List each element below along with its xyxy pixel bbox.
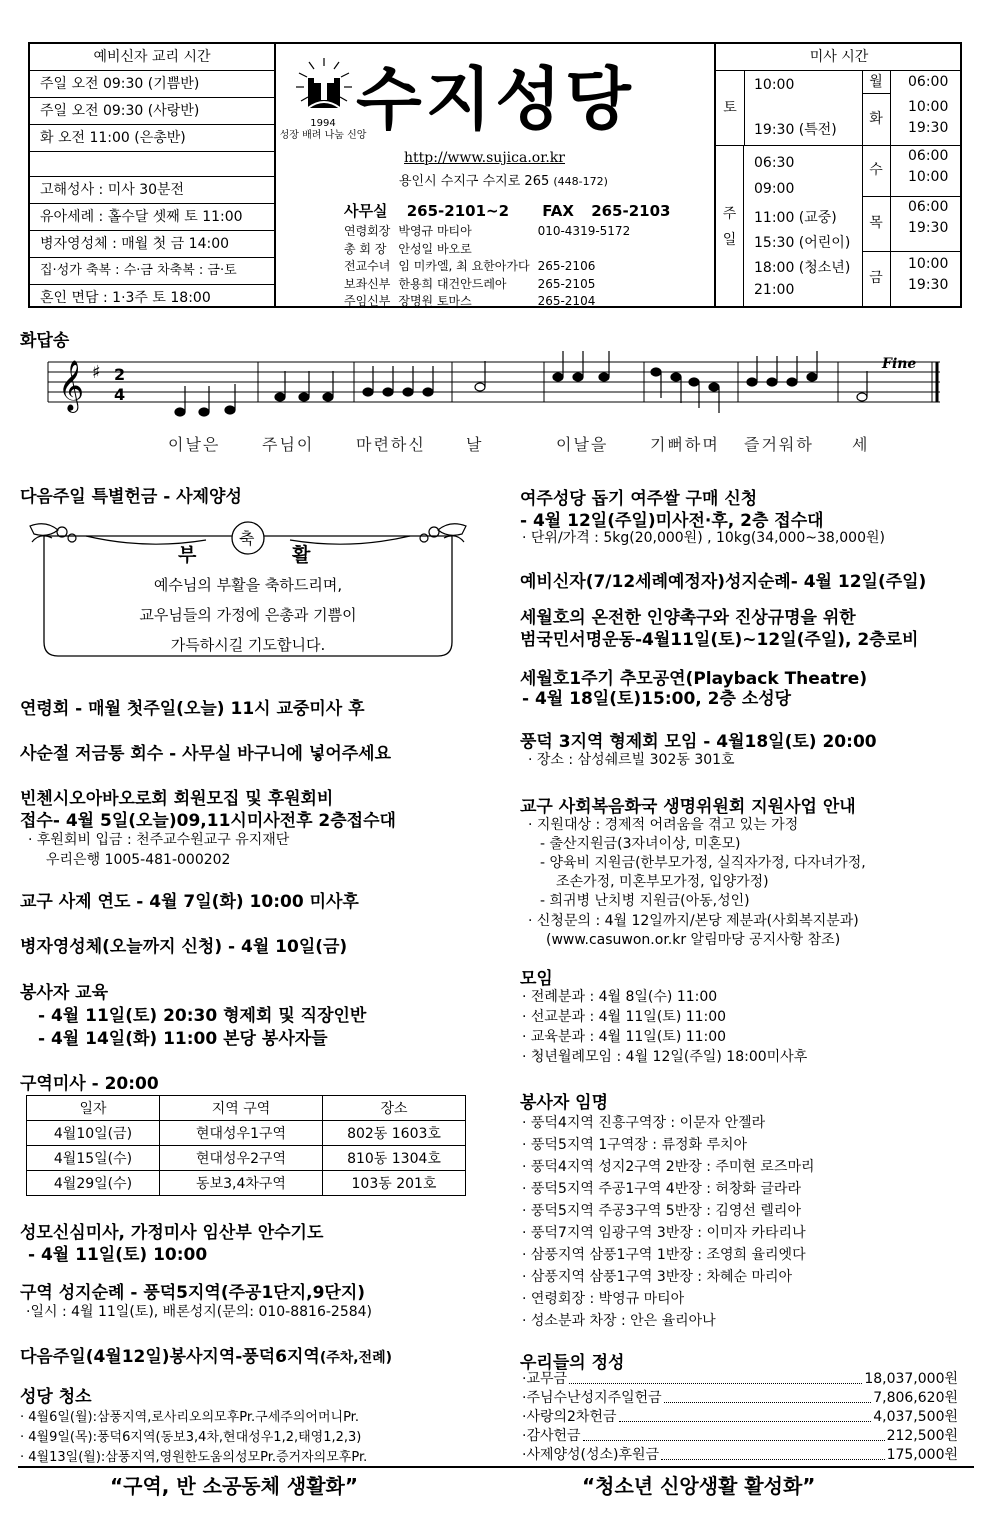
table-cell: 802동 1603호 (323, 1121, 466, 1146)
mass-time: 09:00 (754, 181, 795, 197)
table-cell: 810동 1304호 (323, 1146, 466, 1171)
notice-heading: 풍덕 3지역 형제회 모임 - 4월18일(토) 20:00 (520, 732, 877, 752)
appointment-item: · 풍덕5지역 주공1구역 4반장 : 허창화 글라라 (522, 1181, 801, 1197)
staff-phone: 265-2104 (537, 294, 596, 308)
table-cell: 103동 201호 (323, 1171, 466, 1196)
notice-detail: · 후원회비 입금 : 천주교수원교구 유지재단 (28, 832, 290, 848)
psalm-label: 화답송 (20, 331, 70, 351)
appointment-item: · 삼풍지역 삼풍1구역 3반장 : 차혜순 마리아 (522, 1269, 793, 1285)
lyric: 주님이 (262, 435, 315, 454)
notice-detail: · 4월6일(월):삼풍지역,로사리오의모후Pr.구세주의어머니Pr. (20, 1410, 359, 1425)
appointment-item: · 풍덕5지역 주공3구역 5반장 : 김영선 렐리아 (522, 1203, 801, 1219)
district-mass-table (26, 1095, 466, 1196)
staff-phone: 265-2106 (537, 259, 596, 273)
notice-heading (20, 1342, 392, 1367)
table-cell: 동보3,4차구역 (160, 1171, 323, 1196)
notice-heading: 예비신자(7/12세례예정자)성지순례- 4월 12일(주일) (520, 572, 927, 592)
mass-title: 미사 시간 (716, 44, 962, 71)
easter-line: 예수님의 부활을 축하드리며, (153, 576, 343, 594)
staff-name: 박영규 마티아 (398, 224, 472, 238)
sat-times (744, 71, 863, 146)
office-phone: 265-2101~2 (406, 202, 510, 220)
svg-text:♯: ♯ (92, 362, 101, 383)
schedule-row: 혼인 면담 : 1·3주 토 18:00 (40, 290, 211, 306)
offering-row: · 주님수난성지주일헌금 7,806,620원 (522, 1390, 958, 1406)
offering-label: 주님수난성지주일헌금 (526, 1390, 662, 1406)
meeting-item: · 전례분과 : 4월 8일(수) 11:00 (522, 989, 718, 1005)
offering-label: 감사헌금 (526, 1428, 581, 1444)
schedule-row: 병자영성체 : 매월 첫 금 14:00 (30, 231, 274, 258)
address-text: 용인시 수지구 수지로 265 (399, 174, 550, 189)
offering-label: 사제양성(성소)후원금 (526, 1447, 660, 1463)
schedule-row: 주일 오전 09:30 (기쁨반) (30, 71, 274, 98)
fax-label: FAX (542, 202, 574, 220)
seal-year: 1994 (310, 118, 336, 129)
notice-heading: 세월호1주기 추모공연(Playback Theatre) (520, 669, 868, 689)
postcode: (448-172) (553, 175, 608, 188)
fine-mark: Fine (882, 356, 917, 372)
mass-time: 19:30 (908, 277, 949, 293)
lyric: 마련하신 (356, 435, 426, 454)
easter-message (26, 570, 470, 660)
offering-label: 사랑의2차헌금 (526, 1409, 617, 1425)
table-cell: 4월10일(금) (27, 1121, 160, 1146)
easter-greeting-box (26, 516, 470, 662)
notice-heading: 세월호의 온전한 인양촉구와 진상규명을 위한 (520, 608, 856, 628)
offering-amount: 212,500원 (886, 1428, 958, 1444)
schedule-row: 화 오전 11:00 (은총반) (30, 125, 274, 152)
easter-title-mid: 축 (239, 529, 255, 548)
notice-detail: - 4월 18일(토)15:00, 2층 소성당 (522, 689, 792, 709)
offering-row: · 사랑의2차헌금 4,037,500원 (522, 1409, 958, 1425)
staff-role: 전교수녀 (344, 259, 391, 273)
mass-time: 15:30 (어린이) (754, 235, 851, 251)
notice-detail: · 4월9일(목):풍덕6지역(동보3,4차,현대성우1,2,태영1,2,3) (20, 1430, 362, 1445)
mass-time: 06:00 (908, 199, 949, 215)
sun-times (744, 145, 863, 306)
table-header-cell: 일자 (27, 1096, 160, 1121)
staff-name: 한용희 대건안드레아 (398, 276, 507, 291)
office-label: 사무실 (344, 202, 388, 220)
appointment-item: · 풍덕7지역 임광구역 3반장 : 이미자 카타리나 (522, 1225, 806, 1241)
notice-detail: - 4월 12일(주일)미사전·후, 2층 접수대 (520, 511, 824, 531)
schedule-row (30, 152, 274, 177)
notice-heading: 연령회 - 매월 첫주일(오늘) 11시 교중미사 후 (20, 699, 365, 719)
notice-heading: 병자영성체(오늘까지 신청) - 4월 10일(금) (20, 937, 348, 957)
mass-time: 19:30 (908, 220, 949, 236)
table-header (27, 1096, 466, 1121)
staff-name: 장명원 토마스 (398, 294, 472, 308)
lyric: 즐거워하 (744, 435, 814, 454)
notice-heading: 구역 성지순례 - 풍덕5지역(주공1단지,9단지) (20, 1283, 366, 1303)
sunday-label: 주일 (722, 206, 737, 248)
day-label-thu: 목 (862, 196, 891, 252)
notice-detail: · 지원대상 : 경제적 어려움을 겪고 있는 가정 (528, 817, 799, 833)
meeting-item: · 교육분과 : 4월 11일(토) 11:00 (522, 1029, 727, 1045)
next-week-note: (주차,전례) (319, 1350, 393, 1366)
easter-line: 가득하시길 기도합니다. (170, 636, 326, 654)
schedule-row: 주일 오전 09:30 (사랑반) (30, 98, 274, 125)
svg-text:4: 4 (114, 385, 126, 404)
table-row (27, 1121, 466, 1146)
church-name-title: 수지성당 (356, 61, 635, 140)
notice-detail: - 양육비 지원금(한부모가정, 실직자가정, 다자녀가정, (540, 855, 866, 871)
address (399, 170, 608, 189)
offering-amount: 7,806,620원 (873, 1390, 958, 1406)
notice-detail: 조손가정, 미혼부모가정, 입양가정) (556, 874, 769, 890)
easter-title-2: 활 (292, 544, 311, 566)
staff-row (344, 242, 636, 258)
day-label-wed: 수 (862, 145, 891, 197)
day-label-tue: 화 (862, 93, 891, 146)
church-info (274, 44, 714, 306)
day-label-mon: 월 (862, 71, 891, 94)
mass-time: 06:00 (908, 148, 949, 164)
notice-heading: 성모신심미사, 가정미사 임산부 안수기도 (20, 1223, 324, 1243)
notice-detail: - 희귀병 난치병 지원금(아동,성인) (540, 893, 750, 909)
staff-phone: 010-4319-5172 (537, 224, 631, 238)
notice-heading: 빈첸시오아바오로회 회원모집 및 후원회비 (20, 789, 334, 809)
lyric: 이날을 (556, 435, 609, 454)
staff-row (344, 259, 636, 275)
mass-time: 06:00 (908, 74, 949, 90)
staff-row (344, 224, 636, 240)
staff-name: 안성일 바오로 (398, 241, 472, 256)
lyric: 이날은 (168, 435, 221, 454)
mass-schedule-box (714, 44, 962, 306)
day-label-fri: 금 (862, 251, 891, 306)
staff-role: 총 회 장 (344, 241, 387, 256)
catechism-title: 예비신자 교리 시간 (30, 44, 274, 71)
mass-time: 21:00 (754, 282, 795, 298)
notice-heading: 봉사자 교육 (20, 983, 109, 1003)
notice-detail: · 신청문의 : 4월 12일까지/본당 제분과(사회복지분과) (528, 913, 859, 929)
notice-detail: - 출산지원금(3자녀이상, 미혼모) (540, 836, 741, 852)
slogan-left: “구역, 반 소공동체 생활화” (110, 1474, 358, 1498)
notice-heading: 여주성당 돕기 여주쌀 구매 신청 (520, 489, 758, 509)
mass-time: 19:30 (특전) (754, 122, 837, 138)
notice-heading: 사순절 저금통 회수 - 사무실 바구니에 넣어주세요 (20, 744, 392, 764)
lyric: 날 (466, 435, 484, 454)
lyric: 기뻐하며 (650, 435, 720, 454)
lyric: 세 (852, 435, 870, 454)
notice-heading: 교구 사회복음화국 생명위원회 지원사업 안내 (520, 797, 856, 817)
appointment-item: · 성소분과 차장 : 안은 율리아나 (522, 1313, 716, 1329)
offering-list (522, 1370, 958, 1465)
staff-role: 보좌신부 (344, 276, 391, 291)
next-week-service: 다음주일(4월12일)봉사지역-풍덕6지역 (20, 1347, 320, 1367)
notice-detail: - 4월 11일(토) 10:00 (28, 1245, 208, 1265)
svg-text:2: 2 (114, 365, 126, 384)
notice-detail: ·일시 : 4월 11일(토), 배론성지(문의: 010-8816-2584) (26, 1304, 373, 1320)
offering-amount: 18,037,000원 (864, 1371, 958, 1387)
table-cell: 현대성우2구역 (160, 1146, 323, 1171)
catechism-schedule-box (30, 44, 276, 306)
notice-detail: · 단위/가격 : 5kg(20,000원) , 10kg(34,000~38,000원) (522, 530, 885, 546)
notice-detail: - 4월 14일(화) 11:00 본당 봉사자들 (38, 1029, 328, 1049)
fax-number: 265-2103 (591, 202, 671, 220)
mass-time: 06:30 (754, 155, 795, 171)
staff-role: 주임신부 (344, 294, 391, 308)
offering-amount: 4,037,500원 (873, 1409, 958, 1425)
notice-heading: 구역미사 - 20:00 (20, 1074, 159, 1094)
table-header-cell: 장소 (323, 1096, 466, 1121)
notice-heading: 모임 (520, 969, 553, 989)
staff-row (344, 294, 636, 310)
notice-detail: · 4월13일(월):삼풍지역,영원한도움의성모Pr.증거자의모후Pr. (20, 1450, 368, 1465)
offering-label: 교무금 (526, 1371, 568, 1387)
notice-detail: · 장소 : 삼성쉐르빌 302동 301호 (528, 752, 735, 768)
table-cell: 4월15일(수) (27, 1146, 160, 1171)
offering-amount: 175,000원 (886, 1447, 958, 1463)
notice-detail: - 4월 11일(토) 20:30 형제회 및 직장인반 (38, 1006, 367, 1026)
staff-role: 연령회장 (344, 224, 391, 238)
mass-time: 10:00 (754, 77, 795, 93)
easter-title-1: 부 (178, 544, 197, 566)
website-link[interactable]: http://www.sujica.or.kr (404, 150, 565, 166)
offering-row: · 교무금 18,037,000원 (522, 1371, 958, 1387)
appointment-item: · 풍덕4지역 진흥구역장 : 이문자 안젤라 (522, 1115, 766, 1131)
table-cell: 현대성우1구역 (160, 1121, 323, 1146)
church-seal-icon (294, 56, 354, 116)
mass-time: 10:00 (908, 169, 949, 185)
slogan-right: “청소년 신앙생활 활성화” (582, 1474, 816, 1498)
offering-row: · 감사헌금 212,500원 (522, 1428, 958, 1444)
staff-name: 임 미카엘, 최 요한아가다 (398, 259, 530, 273)
mass-time: 19:30 (908, 120, 949, 136)
bulletin-header (28, 42, 962, 308)
svg-text:𝄞: 𝄞 (58, 360, 85, 411)
footer-divider (18, 1466, 974, 1468)
appointment-item: · 연령회장 : 박영규 마티아 (522, 1291, 685, 1307)
mass-time: 18:00 (청소년) (754, 260, 851, 276)
music-staff-icon (44, 348, 944, 418)
staff-phone: 265-2105 (537, 276, 596, 291)
notice-heading: 접수- 4월 5일(오늘)09,11시미사전후 2층접수대 (20, 811, 396, 831)
office-contact (344, 200, 670, 221)
table-header-cell: 지역 구역 (160, 1096, 323, 1121)
easter-line: 교우님들의 가정에 은총과 기쁨이 (139, 606, 357, 624)
notice-detail: 우리은행 1005-481-000202 (46, 852, 231, 868)
notice-heading: 우리들의 정성 (520, 1353, 625, 1373)
notice-heading: 교구 사제 연도 - 4월 7일(화) 10:00 미사후 (20, 892, 359, 912)
meeting-item: · 청년월례모임 : 4월 12일(주일) 18:00미사후 (522, 1049, 808, 1065)
notice-heading: 성당 청소 (20, 1387, 92, 1407)
notice-heading: 범국민서명운동-4월11일(토)~12일(주일), 2층로비 (520, 630, 919, 650)
special-offering-title: 다음주일 특별헌금 - 사제양성 (20, 487, 242, 507)
staff-directory (342, 222, 638, 312)
schedule-row: 집·성가 축복 : 수·금 차축복 : 금·토 (30, 258, 274, 285)
appointment-item: · 풍덕4지역 성지2구역 2반장 : 주미현 로즈마리 (522, 1159, 815, 1175)
offering-row: · 사제양성(성소)후원금 175,000원 (522, 1447, 958, 1463)
table-row (27, 1146, 466, 1171)
mass-time: 10:00 (908, 256, 949, 272)
staff-phone (538, 242, 637, 258)
day-label-sun (716, 145, 744, 306)
staff-row (344, 277, 636, 293)
mass-time: 10:00 (908, 99, 949, 115)
notice-detail: (www.casuwon.or.kr 알림마당 공지사항 참조) (546, 932, 841, 948)
table-cell: 4월29일(수) (27, 1171, 160, 1196)
seal-caption (278, 118, 368, 142)
notice-heading: 봉사자 임명 (520, 1093, 609, 1113)
day-label-sat: 토 (716, 71, 745, 146)
meeting-item: · 선교분과 : 4월 11일(토) 11:00 (522, 1009, 727, 1025)
appointment-item: · 풍덕5지역 1구역장 : 류정화 루치아 (522, 1137, 748, 1153)
appointment-item: · 삼풍지역 삼풍1구역 1반장 : 조영희 율리엣다 (522, 1247, 806, 1263)
table-row (27, 1171, 466, 1196)
mass-time: 11:00 (교중) (754, 210, 837, 226)
schedule-row: 유아세례 : 홀수달 셋째 토 11:00 (30, 204, 274, 231)
schedule-row: 고해성사 : 미사 30분전 (30, 177, 274, 204)
seal-motto: 성장 배려 나눔 신앙 (279, 130, 367, 141)
